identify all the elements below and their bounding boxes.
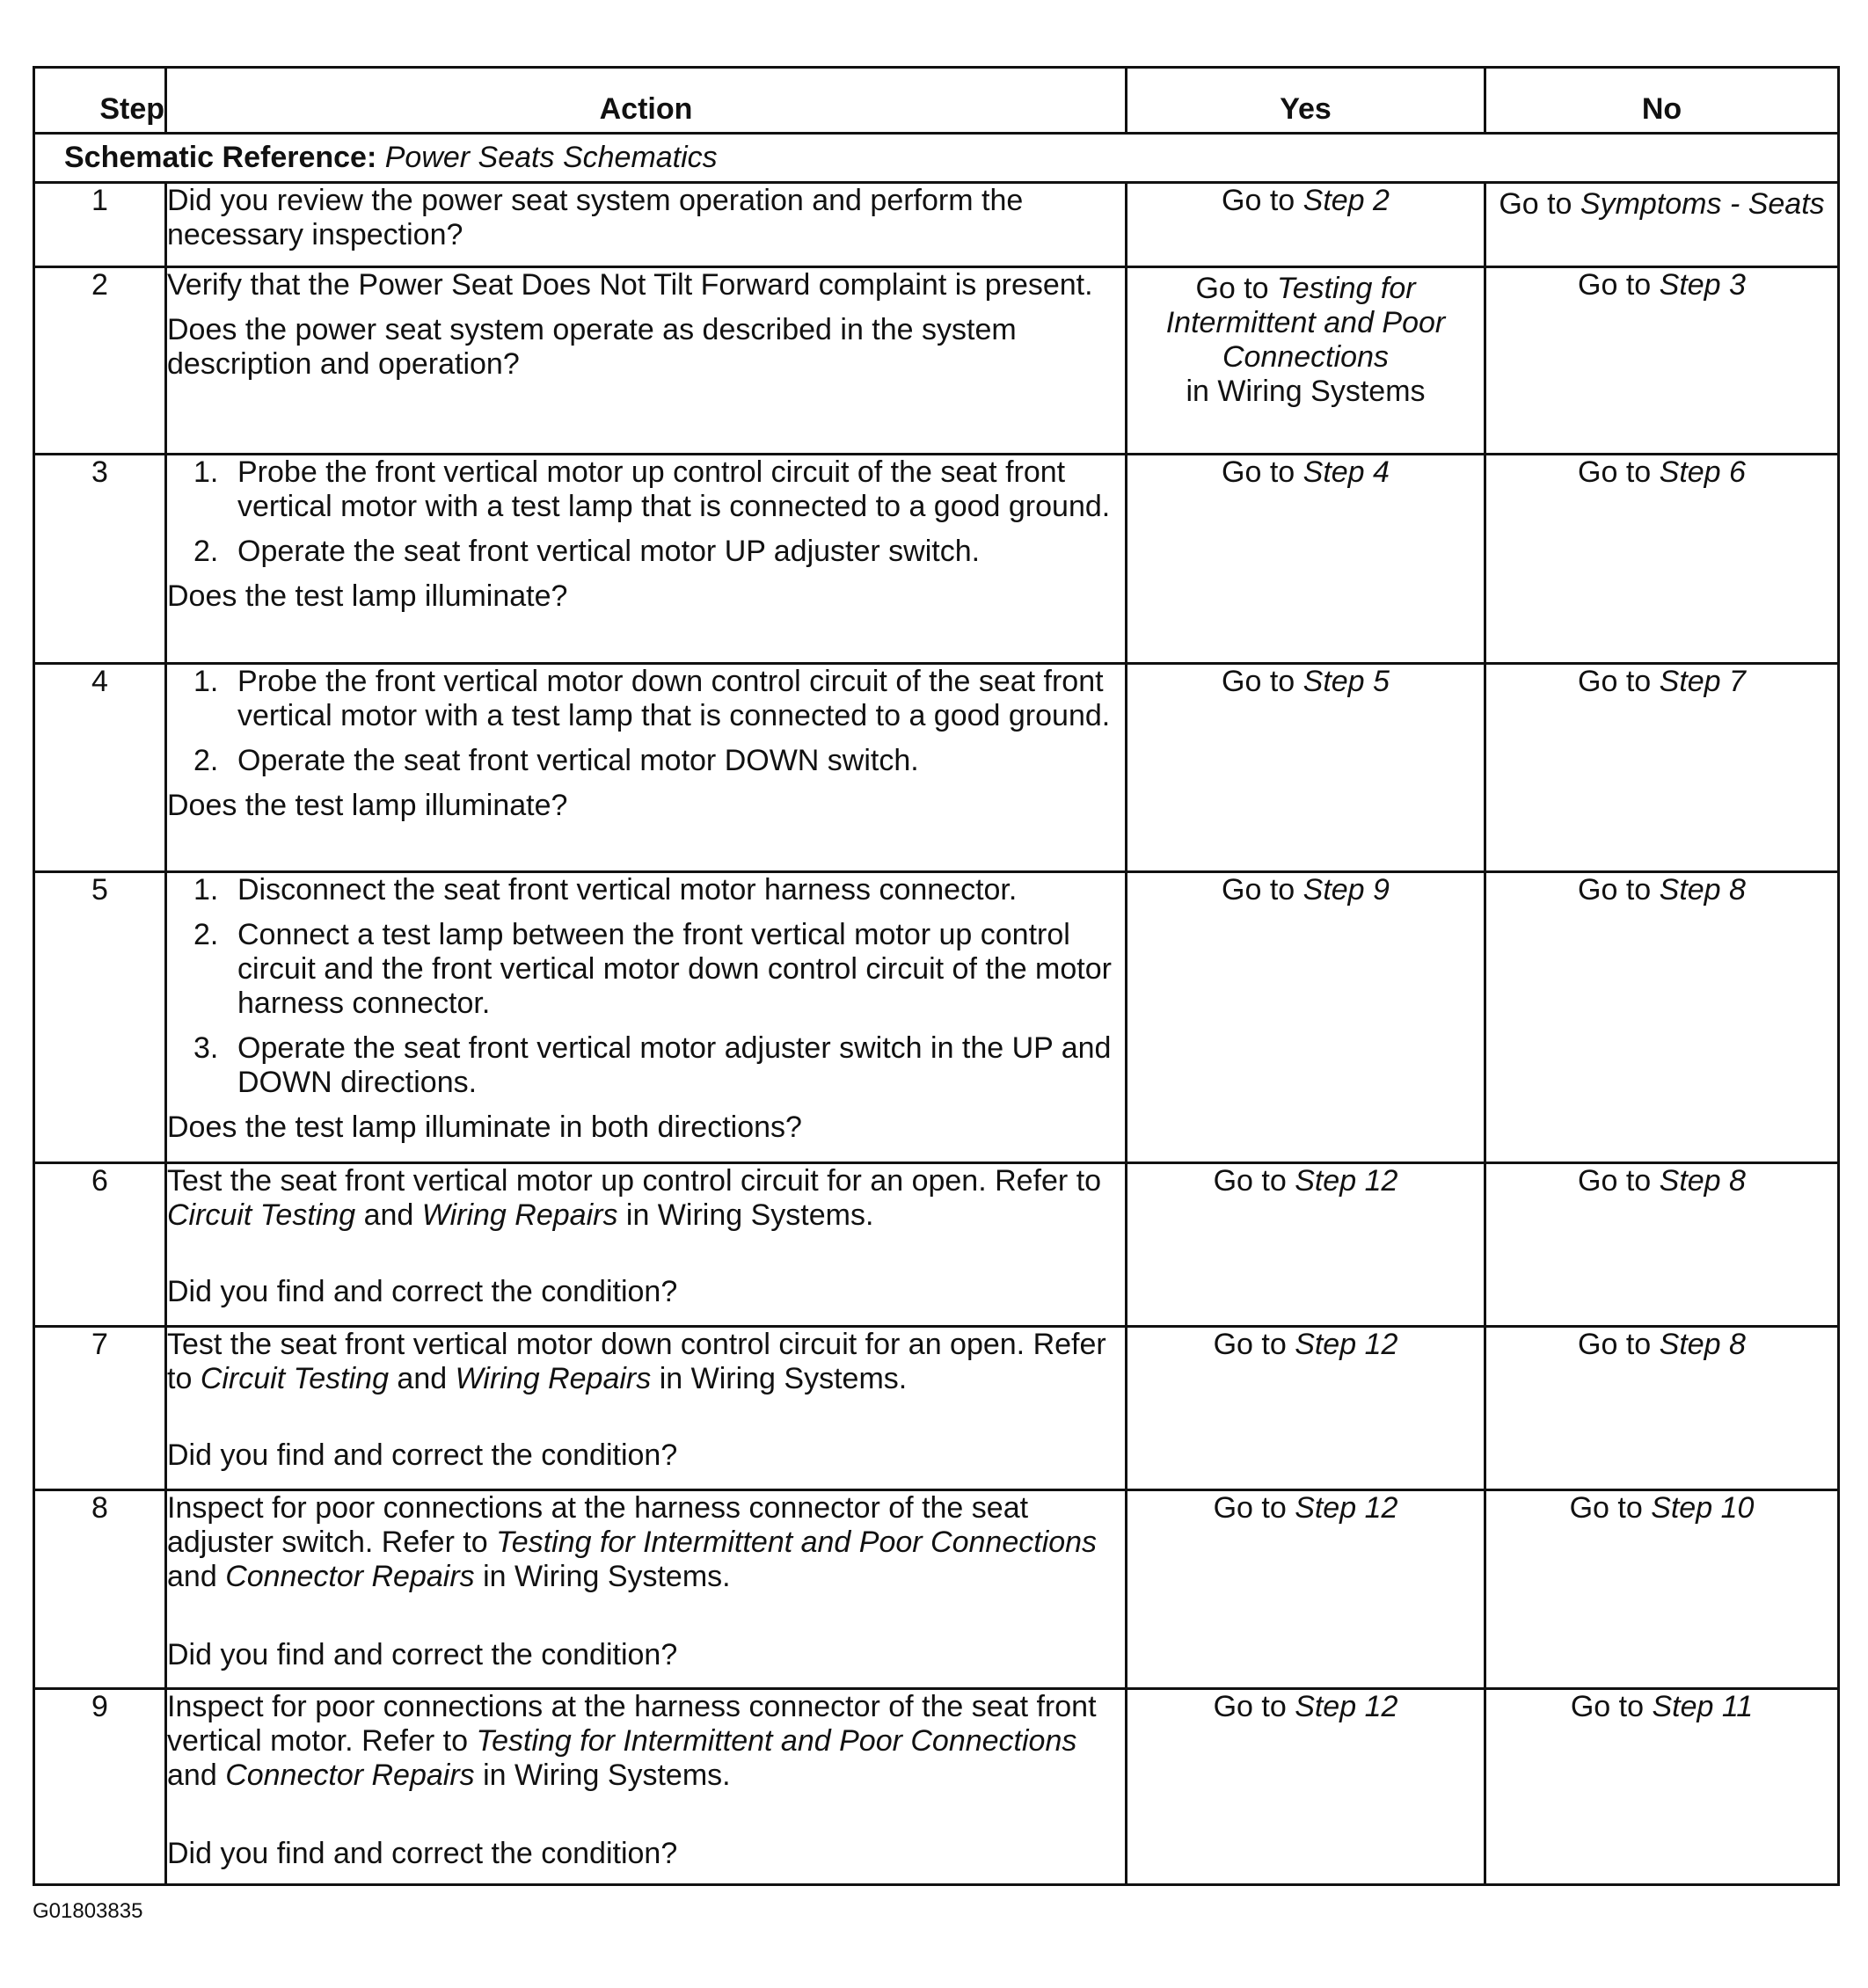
action-list-item: 1. Probe the front vertical motor down control circuit of the seat front vertical motor with a test lamp that is connected to a good ground.	[193, 665, 1111, 732]
action-list	[167, 665, 1125, 778]
header-step: Step	[34, 68, 166, 134]
no-prefix: Go to	[1578, 1328, 1660, 1361]
action-question: Did you find and correct the condition?	[167, 1837, 678, 1870]
yes-prefix: Go to	[1213, 1328, 1295, 1361]
action-question: Did you find and correct the condition?	[167, 1638, 678, 1671]
action-list-item: 1. Probe the front vertical motor up control circuit of the seat front vertical motor with a test lamp that is connected to a good ground.	[193, 455, 1111, 523]
no-prefix: Go to	[1578, 665, 1660, 698]
no-result	[1485, 455, 1839, 664]
step-number: 9	[34, 1689, 166, 1885]
no-step-ref: Step 8	[1659, 1328, 1746, 1361]
no-step-ref: Step 7	[1659, 665, 1746, 698]
yes-step-ref: Step 4	[1302, 455, 1390, 489]
action-question: Does the test lamp illuminate?	[167, 789, 568, 822]
step-row-4	[34, 664, 1839, 872]
step-number: 7	[34, 1327, 166, 1490]
step-row-3	[34, 455, 1839, 664]
step-number: 5	[34, 872, 166, 1163]
no-step-ref: Step 8	[1659, 873, 1746, 907]
no-result	[1485, 1327, 1839, 1490]
yes-step-ref: Step 12	[1295, 1328, 1398, 1361]
step-row-2	[34, 267, 1839, 455]
no-prefix: Go to	[1569, 1491, 1652, 1525]
header-row	[34, 68, 1839, 134]
no-result	[1485, 1163, 1839, 1327]
step-row-9	[34, 1689, 1839, 1885]
yes-step-ref: Step 5	[1302, 665, 1390, 698]
step-number: 2	[34, 267, 166, 455]
step-row-8	[34, 1490, 1839, 1689]
step-row-1	[34, 183, 1839, 267]
step-row-7	[34, 1327, 1839, 1490]
action-list-item: 1. Disconnect the seat front vertical motor harness connector.	[193, 873, 1018, 907]
yes-prefix: Go to	[1213, 1164, 1295, 1198]
yes-prefix: Go to	[1222, 873, 1303, 907]
yes-step-ref: Testing for Intermittent and Poor Connections	[1165, 272, 1446, 374]
schematic-reference-link: Power Seats Schematics	[384, 141, 718, 174]
yes-step-ref: Step 12	[1295, 1690, 1398, 1723]
yes-step-ref: Step 9	[1302, 873, 1390, 907]
yes-result	[1127, 183, 1485, 267]
action-instruction: Inspect for poor connections at the harness connector of the seat adjuster switch. Refer to Testing for Intermittent and Poor Connections and Connector Repairs in Wiring Systems.	[167, 1491, 1098, 1593]
action-instruction: Verify that the Power Seat Does Not Tilt Forward complaint is present.	[167, 268, 1093, 302]
yes-suffix: in Wiring Systems	[1186, 375, 1426, 408]
yes-prefix: Go to	[1213, 1690, 1295, 1723]
header-yes: Yes	[1127, 68, 1485, 134]
step-row-5	[34, 872, 1839, 1163]
yes-prefix: Go to	[1222, 184, 1303, 217]
action-list	[167, 873, 1125, 1100]
step-action	[166, 183, 1127, 267]
no-prefix: Go to	[1570, 1690, 1653, 1723]
action-instruction: Inspect for poor connections at the harness connector of the seat front vertical motor. Refer to Testing for Intermittent and Poor Connections and Connector Repairs in Wiring Systems.	[167, 1690, 1097, 1792]
no-step-ref: Step 10	[1651, 1491, 1755, 1525]
yes-step-ref: Step 12	[1295, 1491, 1398, 1525]
no-result	[1485, 1490, 1839, 1689]
yes-result	[1127, 1689, 1485, 1885]
action-list-item: 2. Operate the seat front vertical motor DOWN switch.	[193, 744, 919, 777]
yes-prefix: Go to	[1213, 1491, 1295, 1525]
schematic-reference	[34, 134, 1839, 183]
action-question: Does the power seat system operate as described in the system description and operation?	[167, 313, 1017, 381]
yes-result	[1127, 872, 1485, 1163]
step-row-6	[34, 1163, 1839, 1327]
step-action	[166, 664, 1127, 872]
yes-step-ref: Step 12	[1295, 1164, 1398, 1198]
yes-step-ref: Step 2	[1302, 184, 1390, 217]
step-action	[166, 1689, 1127, 1885]
header-no: No	[1485, 68, 1839, 134]
step-number: 8	[34, 1490, 166, 1689]
no-result	[1485, 1689, 1839, 1885]
yes-prefix: Go to	[1195, 272, 1278, 305]
no-prefix: Go to	[1578, 873, 1660, 907]
yes-result	[1127, 267, 1485, 455]
no-result	[1485, 664, 1839, 872]
step-action	[166, 455, 1127, 664]
header-action: Action	[166, 68, 1127, 134]
step-action	[166, 1490, 1127, 1689]
no-step-ref: Symptoms - Seats	[1580, 187, 1825, 221]
action-list	[167, 455, 1125, 569]
no-step-ref: Step 3	[1659, 268, 1746, 302]
yes-result	[1127, 455, 1485, 664]
step-action	[166, 267, 1127, 455]
action-question: Did you find and correct the condition?	[167, 1438, 678, 1472]
step-action	[166, 1163, 1127, 1327]
step-number: 1	[34, 183, 166, 267]
schematic-reference-row	[34, 134, 1839, 183]
yes-result	[1127, 664, 1485, 872]
no-step-ref: Step 6	[1659, 455, 1746, 489]
action-instruction: Test the seat front vertical motor down control circuit for an open. Refer to Circuit Testing and Wiring Repairs in Wiring Systems.	[167, 1328, 1106, 1395]
yes-result	[1127, 1490, 1485, 1689]
no-prefix: Go to	[1499, 187, 1580, 221]
step-number: 3	[34, 455, 166, 664]
yes-prefix: Go to	[1222, 455, 1303, 489]
no-result	[1485, 872, 1839, 1163]
no-step-ref: Step 8	[1659, 1164, 1746, 1198]
figure-code: G01803835	[33, 1899, 143, 1923]
step-action	[166, 872, 1127, 1163]
step-action	[166, 1327, 1127, 1490]
action-list-item: 2. Operate the seat front vertical motor UP adjuster switch.	[193, 535, 981, 568]
no-prefix: Go to	[1578, 268, 1660, 302]
action-question: Did you review the power seat system operation and perform the necessary inspection?	[167, 184, 1024, 251]
no-prefix: Go to	[1578, 455, 1660, 489]
yes-result	[1127, 1163, 1485, 1327]
step-number: 4	[34, 664, 166, 872]
no-result	[1485, 183, 1839, 267]
action-question: Does the test lamp illuminate in both directions?	[167, 1111, 802, 1144]
no-prefix: Go to	[1578, 1164, 1660, 1198]
action-instruction: Test the seat front vertical motor up control circuit for an open. Refer to Circuit Testing and Wiring Repairs in Wiring Systems.	[167, 1164, 1102, 1232]
no-result	[1485, 267, 1839, 455]
action-list-item: 2. Connect a test lamp between the front vertical motor up control circuit and the front vertical motor down control circuit of the motor harness connector.	[193, 918, 1112, 1020]
diagnostic-table	[33, 66, 1840, 1886]
no-step-ref: Step 11	[1652, 1690, 1754, 1723]
action-list-item: 3. Operate the seat front vertical motor adjuster switch in the UP and DOWN directions.	[193, 1031, 1112, 1099]
yes-result	[1127, 1327, 1485, 1490]
action-question: Does the test lamp illuminate?	[167, 579, 568, 613]
schematic-reference-label: Schematic Reference:	[64, 141, 377, 174]
action-question: Did you find and correct the condition?	[167, 1275, 678, 1308]
step-number: 6	[34, 1163, 166, 1327]
yes-prefix: Go to	[1222, 665, 1303, 698]
